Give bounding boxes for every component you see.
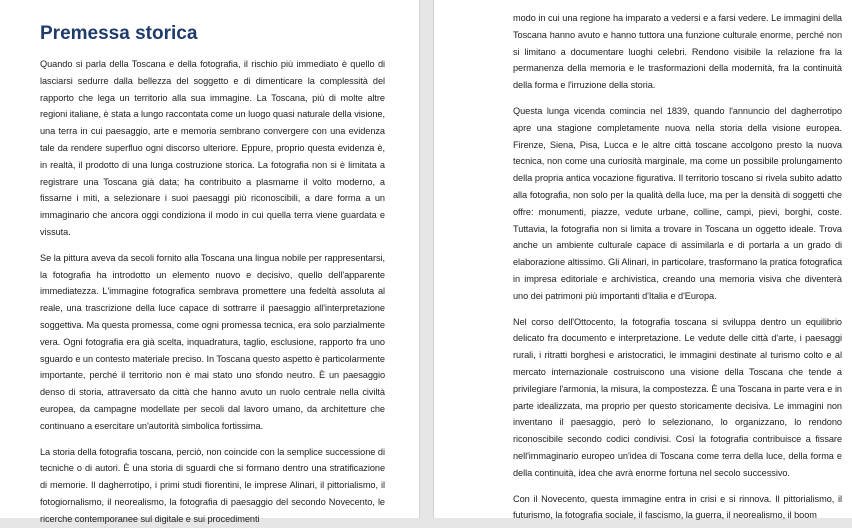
paragraph: modo in cui una regione ha imparato a vedersi e a farsi vedere. Le immagini della Toscana hanno avuto e hanno tuttora una funzione culturale enorme, perché non si limitano a documentare luoghi celebri. Rendono visibile la relazione fra la permanenza della memoria e le trasformazioni della modernità, fra la continuità della forma e l'irruzione della storia.	[513, 13, 842, 91]
paragraph: Questa lunga vicenda comincia nel 1839, quando l'annuncio del dagherrotipo apre una stagione completamente nuova nella storia della visione europea. Firenze, Siena, Pisa, Lucca e le altre città toscane accolgono presto la nuova tecnica, non come una curiosità marginale, ma come un possibile prolungamento della propria antica vocazione figurativa. Il territorio toscano si rivela subito adatto alla fotografia, non solo per la qualità della luce, ma per la densità di soggetti che offre: monumenti, piazze, vedute urbane, colline, campi, pievi, borghi, coste. Tuttavia, la fotografia non si limita a trovare in Toscana un oggetto ideale. Trova anche un ambiente culturale capace di assimilarla e di portarla a un grado di elaborazione altissimo. Gli Alinari, in particolare, trasformano la pratica fotografica in impresa editoriale e archivistica, creando una memoria visiva che diventerà uno dei patrimoni più importanti d'Italia e d'Europa.	[513, 105, 842, 301]
paragraph: Quando si parla della Toscana e della fotografia, il rischio più immediato è quello di lasciarsi sedurre dalla bellezza del soggetto e di dimenticare la complessità del rapporto che lega un territorio alla sua immagine. La Toscana, più di molte altre regioni italiane, è stata a lungo raccontata come un luogo quasi naturale della visione, una terra in cui paesaggio, arte e memoria sembrano convergere con una evidenza tale da rendere superfluo ogni discorso ulteriore. Eppure, proprio questa evidenza è, in realtà, il prodotto di una lunga costruzione storica. La fotografia non si è limitata a registrare una Toscana già data; ha contribuito a plasmarne il volto moderno, a fissarne i miti, a selezionare i suoi paesaggi più riconoscibili, a dare forma a un immaginario che ancora oggi condiziona il modo in cui quella terra viene guardata e vissuta.	[40, 59, 385, 237]
paragraph: Nel corso dell'Ottocento, la fotografia toscana si sviluppa dentro un equilibrio delicato fra documento e interpretazione. Le vedute delle città d'arte, i paesaggi rurali, i ritratti borghesi e aristocratici, le immagini destinate al turismo colto e al mercato internazionale costruiscono una visione della Toscana che tende a privilegiare l'armonia, la misura, la compostezza. È una Toscana in parte vera e in parte idealizzata, ma proprio per questo storicamente decisiva. Le immagini non inventano il paesaggio, però lo selezionano, lo organizzano, lo rendono riconoscibile secondo codici condivisi. Così la fotografia contribuisce a fissare nell'immaginario europeo un'idea di Toscana come terra della luce, della forma e della continuità, idea che avrà enorme fortuna nel secolo successivo.	[513, 316, 842, 478]
document-page-left	[0, 0, 420, 524]
section-heading: Premessa storica	[40, 23, 198, 44]
paragraph: Con il Novecento, questa immagine entra in crisi e si rinnova. Il pittorialismo, il futurismo, la fotografia sociale, il fascismo, la guerra, il neorealismo, il boom	[513, 493, 842, 521]
paragraph: Se la pittura aveva da secoli fornito alla Toscana una lingua nobile per rappresentarsi, la fotografia ha introdotto un elemento nuovo e decisivo, quello dell'apparente immediatezza. L'immagine fotografica sembrava promettere una fedeltà assoluta al reale, una trascrizione della luce capace di sottrarre il paesaggio all'interpretazione soggettiva. Ma questa promessa, come ogni promessa tecnica, era solo parzialmente vera. Ogni fotografia era già scelta, inquadratura, taglio, esclusione, rapporto fra uno sguardo e un contesto materiale preciso. In Toscana questo aspetto è particolarmente importante, perché il territorio non è mai stato uno sfondo neutro. È un paesaggio denso di storia, attraversato da città che hanno avuto un ruolo centrale nella civiltà europea, da campagne modellate per secoli dal lavoro umano, da architetture che continuano a esercitare un'autorità simbolica fortissima.	[40, 252, 385, 431]
paragraph: La storia della fotografia toscana, perciò, non coincide con la semplice successione di tecniche o di autori. È una storia di sguardi che si formano dentro una stratificazione di memorie. Il dagherrotipo, i primi studi fiorentini, le imprese Alinari, il pittorialismo, il fotogiornalismo, il neorealismo, la fotografia di paesaggio del secondo Novecento, le ricerche contemporanee sul digitale e sui procedimenti	[40, 446, 385, 524]
document-page-right	[433, 0, 852, 521]
page-gap	[420, 0, 433, 518]
